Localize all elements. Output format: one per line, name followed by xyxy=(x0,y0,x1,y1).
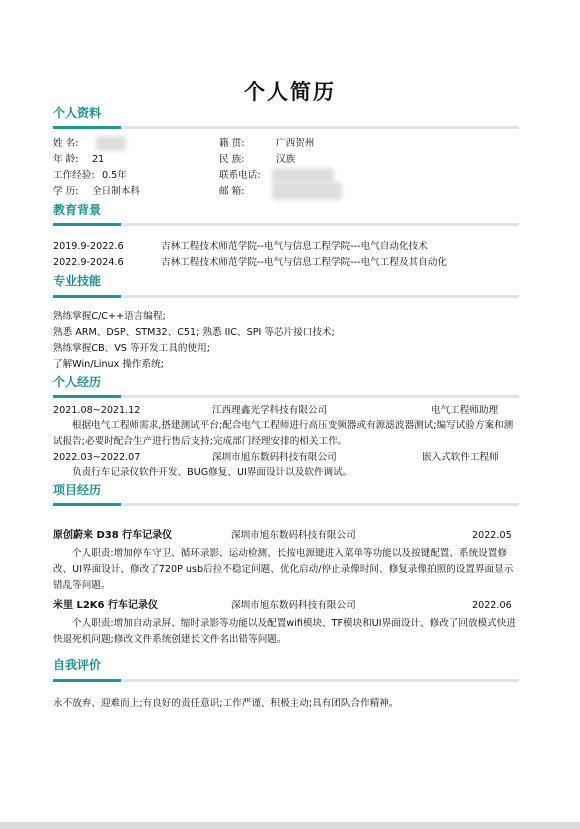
name-label: 姓 名: xyxy=(53,138,79,149)
edu-row-date: 2019.9-2022.6 xyxy=(53,241,124,252)
exp-role: 嵌入式软件工程师 xyxy=(422,452,499,463)
name-redacted xyxy=(96,136,126,151)
project-name: 原创蔚来 D38 行车记录仪 xyxy=(53,530,173,541)
project-company: 深圳市旭东数码科技有限公司 xyxy=(231,600,356,611)
section-rule-self-eval xyxy=(53,679,519,682)
edu-row-desc: 吉林工程技术师范学院--电气与信息工程学院---电气工程及其自动化 xyxy=(161,257,447,268)
edu-value: 全日制本科 xyxy=(92,186,140,197)
phone-label: 联系电话: xyxy=(219,170,261,181)
project-date: 2022.05 xyxy=(472,530,512,541)
project-date: 2022.06 xyxy=(472,600,512,611)
section-rule-projects xyxy=(53,503,519,506)
origin-label: 籍 贯: xyxy=(219,138,245,149)
project-name: 米里 L2K6 行车记录仪 xyxy=(53,600,158,611)
section-title-projects: 项目经历 xyxy=(53,483,102,497)
section-rule-experience xyxy=(53,395,519,398)
edu-row-desc: 吉林工程技术师范学院--电气与信息工程学院---电气自动化技术 xyxy=(161,241,428,252)
project-company: 深圳市旭东数码科技有限公司 xyxy=(231,530,356,541)
phone-redacted xyxy=(272,168,334,183)
edu-row-date: 2022.9-2024.6 xyxy=(53,257,124,268)
section-title-self-eval: 自我评价 xyxy=(53,658,102,672)
page-bottom-edge xyxy=(0,822,580,829)
nation-value: 汉族 xyxy=(276,154,296,165)
exp-date: 2021.08~2021.12 xyxy=(53,405,141,416)
email-label: 邮 箱: xyxy=(219,186,245,197)
origin-value: 广西贺州 xyxy=(276,138,315,149)
skill-item: 熟悉 ARM、DSP、STM32、C51; 熟悉 IIC、SPI 等芯片接口技术; xyxy=(53,327,335,338)
exp-company: 深圳市旭东数码科技有限公司 xyxy=(212,452,337,463)
section-title-education: 教育背景 xyxy=(53,203,102,217)
section-title-experience: 个人经历 xyxy=(53,375,102,389)
exp-company: 江西理鑫光学科技有限公司 xyxy=(212,405,328,416)
age-value: 21 xyxy=(92,154,105,165)
page-title: 个人简历 xyxy=(244,80,336,104)
self-eval-text: 永不放弃、迎难而上;有良好的责任意识;工作严谨、积极主动;具有团队合作精神。 xyxy=(53,698,399,709)
exp-role: 电气工程师助理 xyxy=(431,405,499,416)
work-value: 0.5年 xyxy=(102,170,127,181)
section-rule-education xyxy=(53,223,519,226)
nation-label: 民 族: xyxy=(219,154,245,165)
project-desc: 个人职责:增加自动录屏、缩时录影等功能以及配置wifi模块、TF模块和UI界面设计、修改了回放模式快进快退死机问题;修改文件系统创建长文件名出错等问题。 xyxy=(53,618,516,645)
section-title-personal: 个人资料 xyxy=(53,106,102,120)
edu-label: 学 历: xyxy=(53,186,79,197)
section-rule-personal xyxy=(53,126,519,129)
section-title-skills: 专业技能 xyxy=(53,274,102,288)
work-label: 工作经验: xyxy=(53,170,95,181)
skill-item: 熟练掌握C/C++语言编程; xyxy=(53,311,166,322)
project-desc: 个人职责:增加停车守卫、循环录影、运动检测、长按电源键进入菜单等功能以及按键配置、系统设置修改、UI界面设计、修改了720P usb后拉不稳定问题、优化启动/停止录像时间、修复录像拍照的设置界面显示错乱等问题。 xyxy=(53,548,514,591)
exp-desc: 负责行车记录仪软件开发、BUG修复、UI界面设计以及软件调试。 xyxy=(72,467,353,478)
exp-desc: 根据电气工程师需求,搭建测试平台;配合电气工程师进行高压变频器或有源滤波器测试;编写试验方案和测试报告;必要时配合生产进行售后支持;完成部门经理安排的相关工作。 xyxy=(53,420,514,447)
skill-item: 熟练掌握CB、VS 等开发工具的使用; xyxy=(53,343,210,354)
section-rule-skills xyxy=(53,295,519,298)
age-label: 年 龄: xyxy=(53,154,79,165)
skill-item: 了解Win/Linux 操作系统; xyxy=(53,359,164,370)
exp-date: 2022.03~2022.07 xyxy=(53,452,141,463)
email-redacted xyxy=(272,182,342,200)
